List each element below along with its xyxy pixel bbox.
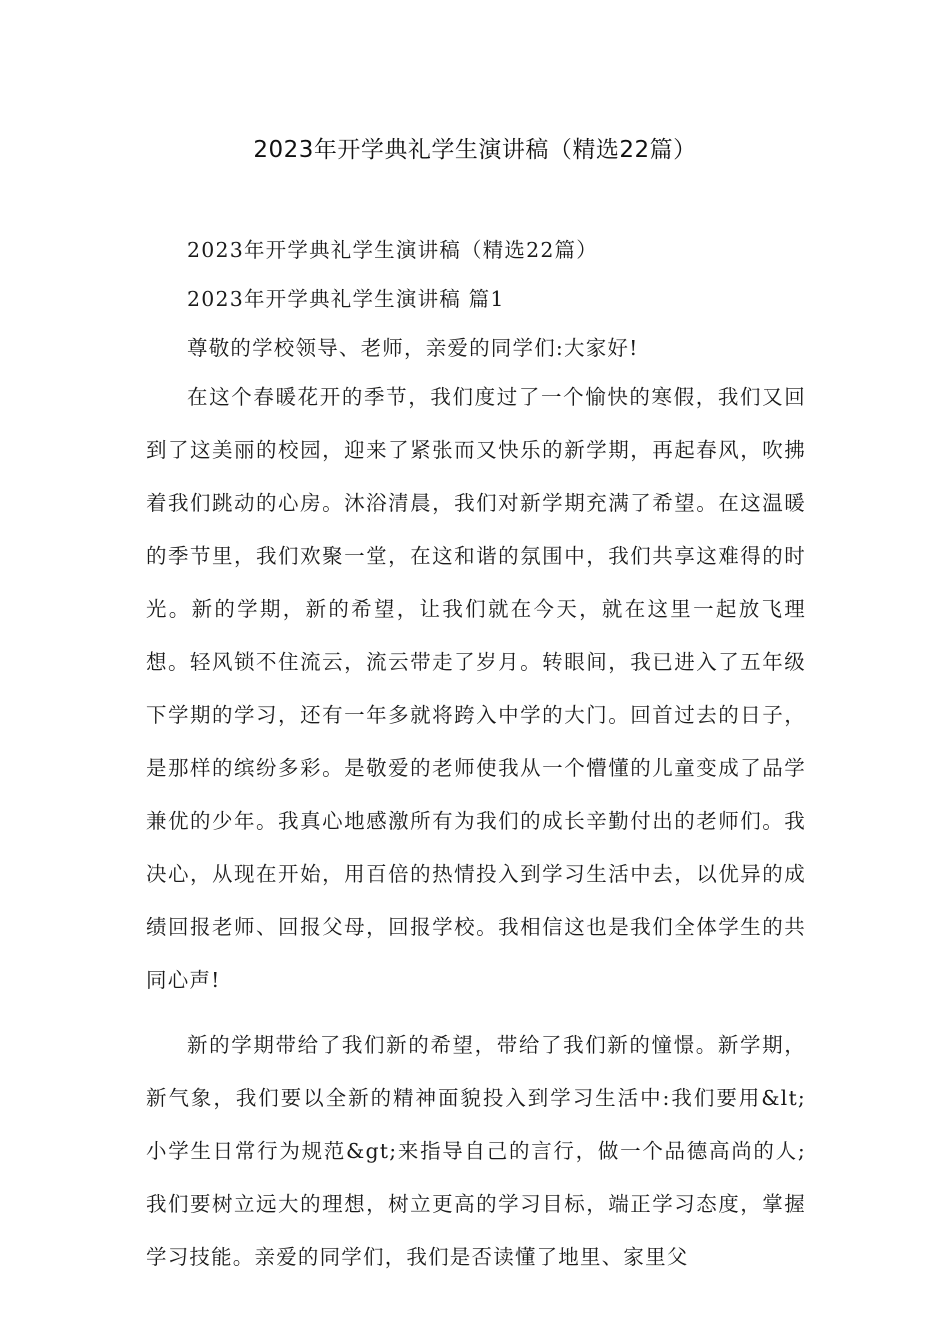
body-paragraph: 在这个春暖花开的季节，我们度过了一个愉快的寒假，我们又回到了这美丽的校园，迎来了紧张而又快乐的新学期，再起春风，吹拂着我们跳动的心房。沐浴清晨，我们对新学期充满了希望。在这温暖的季节里，我们欢聚一堂，在这和谐的氛围中，我们共享这难得的时光。新的学期，新的希望，让我们就在今天，就在这里一起放飞理想。轻风锁不住流云，流云带走了岁月。转眼间，我已进入了五年级下学期的学习，还有一年多就将跨入中学的大门。回首过去的日子，是那样的缤纷多彩。是敬爱的老师使我从一个懵懂的儿童变成了品学兼优的少年。我真心地感激所有为我们的成长辛勤付出的老师们。我决心，从现在开始，用百倍的热情投入到学习生活中去，以优异的成绩回报老师、回报父母，回报学校。我相信这也是我们全体学生的共同心声!: [146, 385, 806, 992]
salutation-paragraph: 尊敬的学校领导、老师，亲爱的同学们:大家好!: [187, 336, 639, 360]
section-heading: 2023年开学典礼学生演讲稿 篇1: [187, 287, 505, 311]
subtitle-paragraph: 2023年开学典礼学生演讲稿（精选22篇）: [187, 238, 598, 262]
body-paragraph: 新的学期带给了我们新的希望，带给了我们新的憧憬。新学期，新气象，我们要以全新的精神面貌投入到学习生活中:我们要用&lt;小学生日常行为规范&gt;来指导自己的言行，做一个品德高尚的人;我们要树立远大的理想，树立更高的学习目标，端正学习态度，掌握学习技能。亲爱的同学们，我们是否读懂了地里、家里父: [146, 1033, 806, 1269]
document-body: [146, 228, 806, 1284]
document-title: 2023年开学典礼学生演讲稿（精选22篇）: [253, 137, 697, 163]
